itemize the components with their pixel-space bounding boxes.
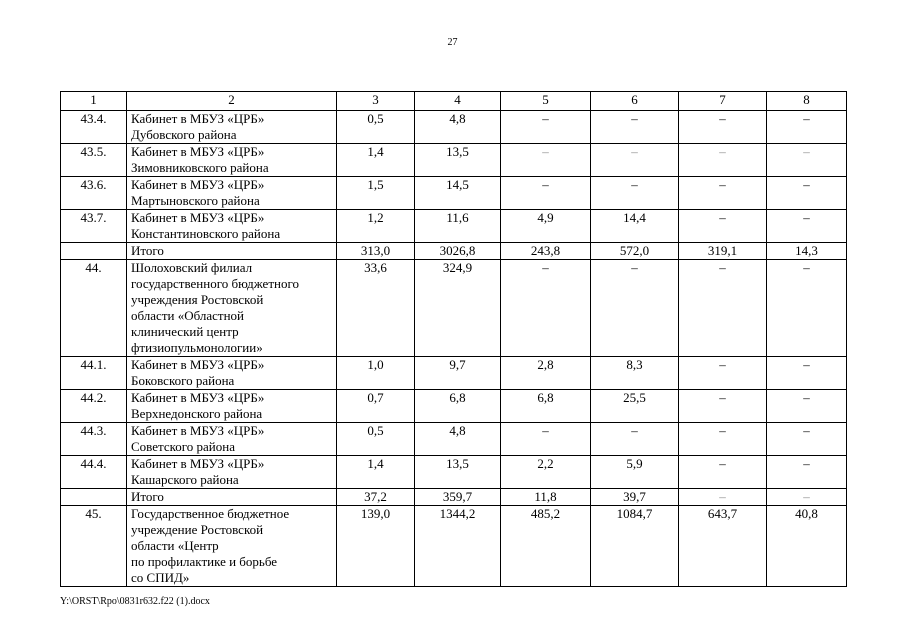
- footer-file-path: Y:\ORST\Rpo\0831r632.f22 (1).docx: [60, 596, 210, 607]
- value-cell: 25,5: [591, 390, 679, 423]
- value-cell: –: [767, 489, 847, 506]
- value-cell: –: [767, 260, 847, 357]
- value-cell: –: [591, 177, 679, 210]
- value-cell: 6,8: [415, 390, 501, 423]
- row-number-cell: 44.1.: [61, 357, 127, 390]
- table-row: [61, 144, 847, 177]
- value-cell: 1,2: [337, 210, 415, 243]
- row-name-cell: Кабинет в МБУЗ «ЦРБ» Дубовского района: [127, 111, 337, 144]
- table-header-row: [61, 92, 847, 111]
- row-number-cell: 44.4.: [61, 456, 127, 489]
- value-cell: –: [679, 357, 767, 390]
- row-number-cell: 45.: [61, 506, 127, 587]
- value-cell: 9,7: [415, 357, 501, 390]
- value-cell: 319,1: [679, 243, 767, 260]
- value-cell: 4,8: [415, 423, 501, 456]
- row-name-cell: Кабинет в МБУЗ «ЦРБ» Зимовниковского района: [127, 144, 337, 177]
- value-cell: 8,3: [591, 357, 679, 390]
- table-row: [61, 111, 847, 144]
- value-cell: 572,0: [591, 243, 679, 260]
- value-cell: 2,2: [501, 456, 591, 489]
- value-cell: –: [679, 390, 767, 423]
- value-cell: –: [679, 210, 767, 243]
- value-cell: –: [767, 423, 847, 456]
- value-cell: 0,7: [337, 390, 415, 423]
- value-cell: 243,8: [501, 243, 591, 260]
- row-number-cell: 44.: [61, 260, 127, 357]
- table-row: [61, 357, 847, 390]
- table-row: [61, 423, 847, 456]
- table-row: [61, 177, 847, 210]
- value-cell: 13,5: [415, 456, 501, 489]
- value-cell: 13,5: [415, 144, 501, 177]
- row-name-cell: Кабинет в МБУЗ «ЦРБ» Советского района: [127, 423, 337, 456]
- value-cell: –: [679, 111, 767, 144]
- value-cell: 11,8: [501, 489, 591, 506]
- row-name-cell: Шолоховский филиал государственного бюджетного учреждения Ростовской области «Областной клинический центр фтизиопульмонологии»: [127, 260, 337, 357]
- value-cell: 3026,8: [415, 243, 501, 260]
- row-name-cell: Кабинет в МБУЗ «ЦРБ» Верхнедонского района: [127, 390, 337, 423]
- value-cell: –: [501, 177, 591, 210]
- value-cell: 14,4: [591, 210, 679, 243]
- value-cell: 1344,2: [415, 506, 501, 587]
- row-number-cell: [61, 489, 127, 506]
- value-cell: –: [679, 177, 767, 210]
- value-cell: 39,7: [591, 489, 679, 506]
- value-cell: 37,2: [337, 489, 415, 506]
- value-cell: –: [767, 111, 847, 144]
- row-number-cell: 44.2.: [61, 390, 127, 423]
- value-cell: –: [501, 111, 591, 144]
- value-cell: 33,6: [337, 260, 415, 357]
- value-cell: 14,3: [767, 243, 847, 260]
- row-number-cell: 43.4.: [61, 111, 127, 144]
- value-cell: 643,7: [679, 506, 767, 587]
- row-number-cell: 44.3.: [61, 423, 127, 456]
- value-cell: –: [591, 423, 679, 456]
- table-row: [61, 506, 847, 587]
- row-name-cell: Государственное бюджетное учреждение Ростовской области «Центр по профилактике и борьбе со СПИД»: [127, 506, 337, 587]
- value-cell: –: [767, 144, 847, 177]
- value-cell: –: [767, 210, 847, 243]
- header-cell: 4: [415, 92, 501, 111]
- value-cell: –: [767, 357, 847, 390]
- value-cell: –: [679, 489, 767, 506]
- value-cell: –: [679, 144, 767, 177]
- value-cell: –: [501, 144, 591, 177]
- value-cell: –: [501, 260, 591, 357]
- row-number-cell: [61, 243, 127, 260]
- header-cell: 6: [591, 92, 679, 111]
- value-cell: –: [679, 423, 767, 456]
- value-cell: 40,8: [767, 506, 847, 587]
- value-cell: 1084,7: [591, 506, 679, 587]
- header-cell: 5: [501, 92, 591, 111]
- value-cell: –: [767, 177, 847, 210]
- value-cell: 359,7: [415, 489, 501, 506]
- header-cell: 3: [337, 92, 415, 111]
- value-cell: 1,5: [337, 177, 415, 210]
- row-number-cell: 43.5.: [61, 144, 127, 177]
- value-cell: –: [679, 456, 767, 489]
- value-cell: 4,8: [415, 111, 501, 144]
- header-cell: 1: [61, 92, 127, 111]
- value-cell: 313,0: [337, 243, 415, 260]
- value-cell: –: [679, 260, 767, 357]
- value-cell: –: [591, 111, 679, 144]
- value-cell: 0,5: [337, 423, 415, 456]
- table-row: [61, 210, 847, 243]
- value-cell: –: [591, 260, 679, 357]
- value-cell: 5,9: [591, 456, 679, 489]
- value-cell: 485,2: [501, 506, 591, 587]
- value-cell: 139,0: [337, 506, 415, 587]
- row-name-cell: Кабинет в МБУЗ «ЦРБ» Мартыновского района: [127, 177, 337, 210]
- value-cell: 1,0: [337, 357, 415, 390]
- page-number: 27: [447, 37, 458, 48]
- table-row: [61, 390, 847, 423]
- value-cell: 4,9: [501, 210, 591, 243]
- header-cell: 7: [679, 92, 767, 111]
- table-row: [61, 456, 847, 489]
- value-cell: –: [501, 423, 591, 456]
- value-cell: 11,6: [415, 210, 501, 243]
- row-number-cell: 43.6.: [61, 177, 127, 210]
- table-row: [61, 489, 847, 506]
- row-number-cell: 43.7.: [61, 210, 127, 243]
- value-cell: 1,4: [337, 456, 415, 489]
- value-cell: –: [767, 390, 847, 423]
- row-name-cell: Кабинет в МБУЗ «ЦРБ» Кашарского района: [127, 456, 337, 489]
- value-cell: 2,8: [501, 357, 591, 390]
- value-cell: –: [767, 456, 847, 489]
- table-row: [61, 243, 847, 260]
- value-cell: 0,5: [337, 111, 415, 144]
- value-cell: 14,5: [415, 177, 501, 210]
- row-name-cell: Кабинет в МБУЗ «ЦРБ» Боковского района: [127, 357, 337, 390]
- value-cell: 324,9: [415, 260, 501, 357]
- table-row: [61, 260, 847, 357]
- header-cell: 8: [767, 92, 847, 111]
- value-cell: –: [591, 144, 679, 177]
- header-cell: 2: [127, 92, 337, 111]
- row-name-cell: Кабинет в МБУЗ «ЦРБ» Константиновского района: [127, 210, 337, 243]
- row-name-cell: Итого: [127, 489, 337, 506]
- value-cell: 6,8: [501, 390, 591, 423]
- value-cell: 1,4: [337, 144, 415, 177]
- data-table: [60, 91, 847, 587]
- row-name-cell: Итого: [127, 243, 337, 260]
